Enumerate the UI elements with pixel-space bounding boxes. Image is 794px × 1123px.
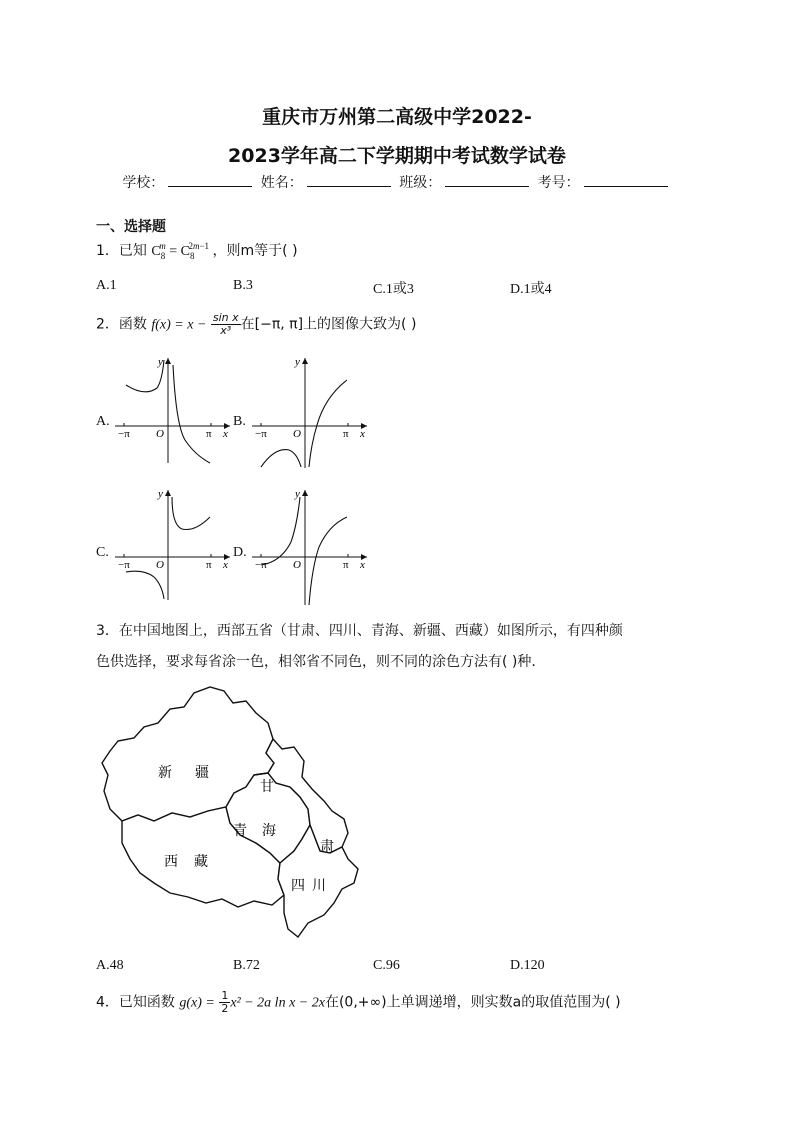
axis-neg-pi: −π <box>118 559 130 571</box>
axis-pi: π <box>343 559 349 571</box>
map-label-qinghai-2: 海 <box>262 824 276 839</box>
name-blank <box>307 174 391 187</box>
q4-fraction <box>219 990 230 1015</box>
exam-number-label: 考号： <box>537 175 580 191</box>
curve-left <box>126 571 164 599</box>
map-label-xizang-1: 西 <box>164 855 178 870</box>
question-3-line1: 3．在中国地图上，西部五省（甘肃、四川、青海、新疆、西藏）如图所示，有四种颜 <box>96 623 623 639</box>
axis-y-label: y <box>158 488 163 500</box>
curve-right <box>309 380 347 467</box>
q3-western-provinces-map <box>98 683 363 943</box>
q2-graph-label-a[interactable]: A. <box>96 414 110 429</box>
q1-option-c[interactable]: C.1或3 <box>373 282 414 297</box>
curve-left <box>261 450 301 467</box>
axis-pi: π <box>206 559 212 571</box>
name-label: 姓名： <box>260 175 303 191</box>
q3-option-a[interactable]: A.48 <box>96 958 124 973</box>
curve-right <box>173 365 210 463</box>
q2-graph-label-d[interactable]: D. <box>233 545 247 560</box>
axis-x-label: x <box>223 428 228 440</box>
q3-option-d[interactable]: D.120 <box>510 958 545 973</box>
q1-suffix: ，则m等于( ) <box>212 243 298 259</box>
q4-suffix: 在(0,+∞)上单调递增，则实数a的取值范围为( ) <box>324 994 621 1011</box>
section-title: 一、选择题 <box>96 219 166 235</box>
curve-right <box>172 497 210 530</box>
school-blank <box>168 174 252 187</box>
q2-interval: 在[−π, π]上的图像大致为( ) <box>240 316 417 333</box>
exam-title-line1: 重庆市万州第二高级中学2022- <box>262 106 532 128</box>
curve-right <box>309 517 347 605</box>
map-label-xinjiang-1: 新 <box>158 766 172 781</box>
q2-graph-label-c[interactable]: C. <box>96 545 109 560</box>
map-label-sichuan-1: 四 <box>291 879 305 894</box>
axis-origin: O <box>293 559 301 571</box>
q2-function: f(x) = x − <box>151 317 207 333</box>
student-info-row <box>0 172 794 192</box>
question-2 <box>96 312 416 337</box>
exam-number-blank <box>584 174 668 187</box>
q2-number: 2． <box>96 316 119 333</box>
axis-origin: O <box>156 559 164 571</box>
class-label: 班级： <box>399 175 442 191</box>
q2-graph-a <box>110 355 235 465</box>
q4-number: 4． <box>96 994 119 1011</box>
axis-origin: O <box>293 428 301 440</box>
question-3-line2: 色供选择，要求每省涂一色，相邻省不同色，则不同的涂色方法有( )种. <box>96 654 536 670</box>
axis-x-label: x <box>360 428 365 440</box>
question-1 <box>96 240 298 261</box>
q2-fraction <box>211 312 241 337</box>
q2-frac-den: x³ <box>220 324 232 337</box>
q2-graph-c <box>110 487 235 602</box>
axis-pi: π <box>343 428 349 440</box>
map-label-qinghai-1: 青 <box>233 824 247 839</box>
q3-option-b[interactable]: B.72 <box>233 958 260 973</box>
q4-prefix: 已知函数 <box>118 994 175 1011</box>
school-label: 学校： <box>122 175 165 191</box>
axis-origin: O <box>156 428 164 440</box>
q2-graph-label-b[interactable]: B. <box>233 414 246 429</box>
exam-title-line2: 2023学年高二下学期期中考试数学试卷 <box>228 145 566 167</box>
axis-x-label: x <box>223 559 228 571</box>
q3-option-c[interactable]: C.96 <box>373 958 400 973</box>
q2-frac-num: sin x <box>212 311 239 324</box>
map-label-gan: 甘 <box>260 780 274 795</box>
axis-pi: π <box>206 428 212 440</box>
q4-frac-den: 2 <box>221 1002 229 1015</box>
q4-function: g(x) = <box>179 995 215 1011</box>
q1-number: 1． <box>96 243 119 259</box>
axis-y-label: y <box>295 488 300 500</box>
q2-prefix: 函数 <box>118 316 147 333</box>
class-blank <box>445 174 529 187</box>
q1-option-a[interactable]: A.1 <box>96 278 117 293</box>
map-label-xinjiang-2: 疆 <box>195 766 209 781</box>
axis-neg-pi: −π <box>255 559 267 571</box>
axis-x-label: x <box>360 559 365 571</box>
q1-option-d[interactable]: D.1或4 <box>510 282 552 297</box>
axis-y-label: y <box>295 356 300 368</box>
axis-neg-pi: −π <box>255 428 267 440</box>
q2-graph-b <box>247 355 372 470</box>
q1-prefix: 已知 <box>118 243 147 259</box>
map-label-su: 肃 <box>320 840 334 855</box>
axis-y-label: y <box>158 356 163 368</box>
axis-neg-pi: −π <box>118 428 130 440</box>
curve-left <box>261 497 300 565</box>
q4-frac-num: 1 <box>221 989 229 1002</box>
q1-option-b[interactable]: B.3 <box>233 278 253 293</box>
q4-function-rest: x² − 2a ln x − 2x <box>230 995 325 1011</box>
map-label-xizang-2: 藏 <box>194 855 208 870</box>
map-label-sichuan-2: 川 <box>312 879 326 894</box>
q1-combination-equation: $C_8^m = C_8^{2m-1}$ <box>151 241 210 261</box>
question-4 <box>96 990 621 1015</box>
q2-graph-d <box>247 487 372 607</box>
